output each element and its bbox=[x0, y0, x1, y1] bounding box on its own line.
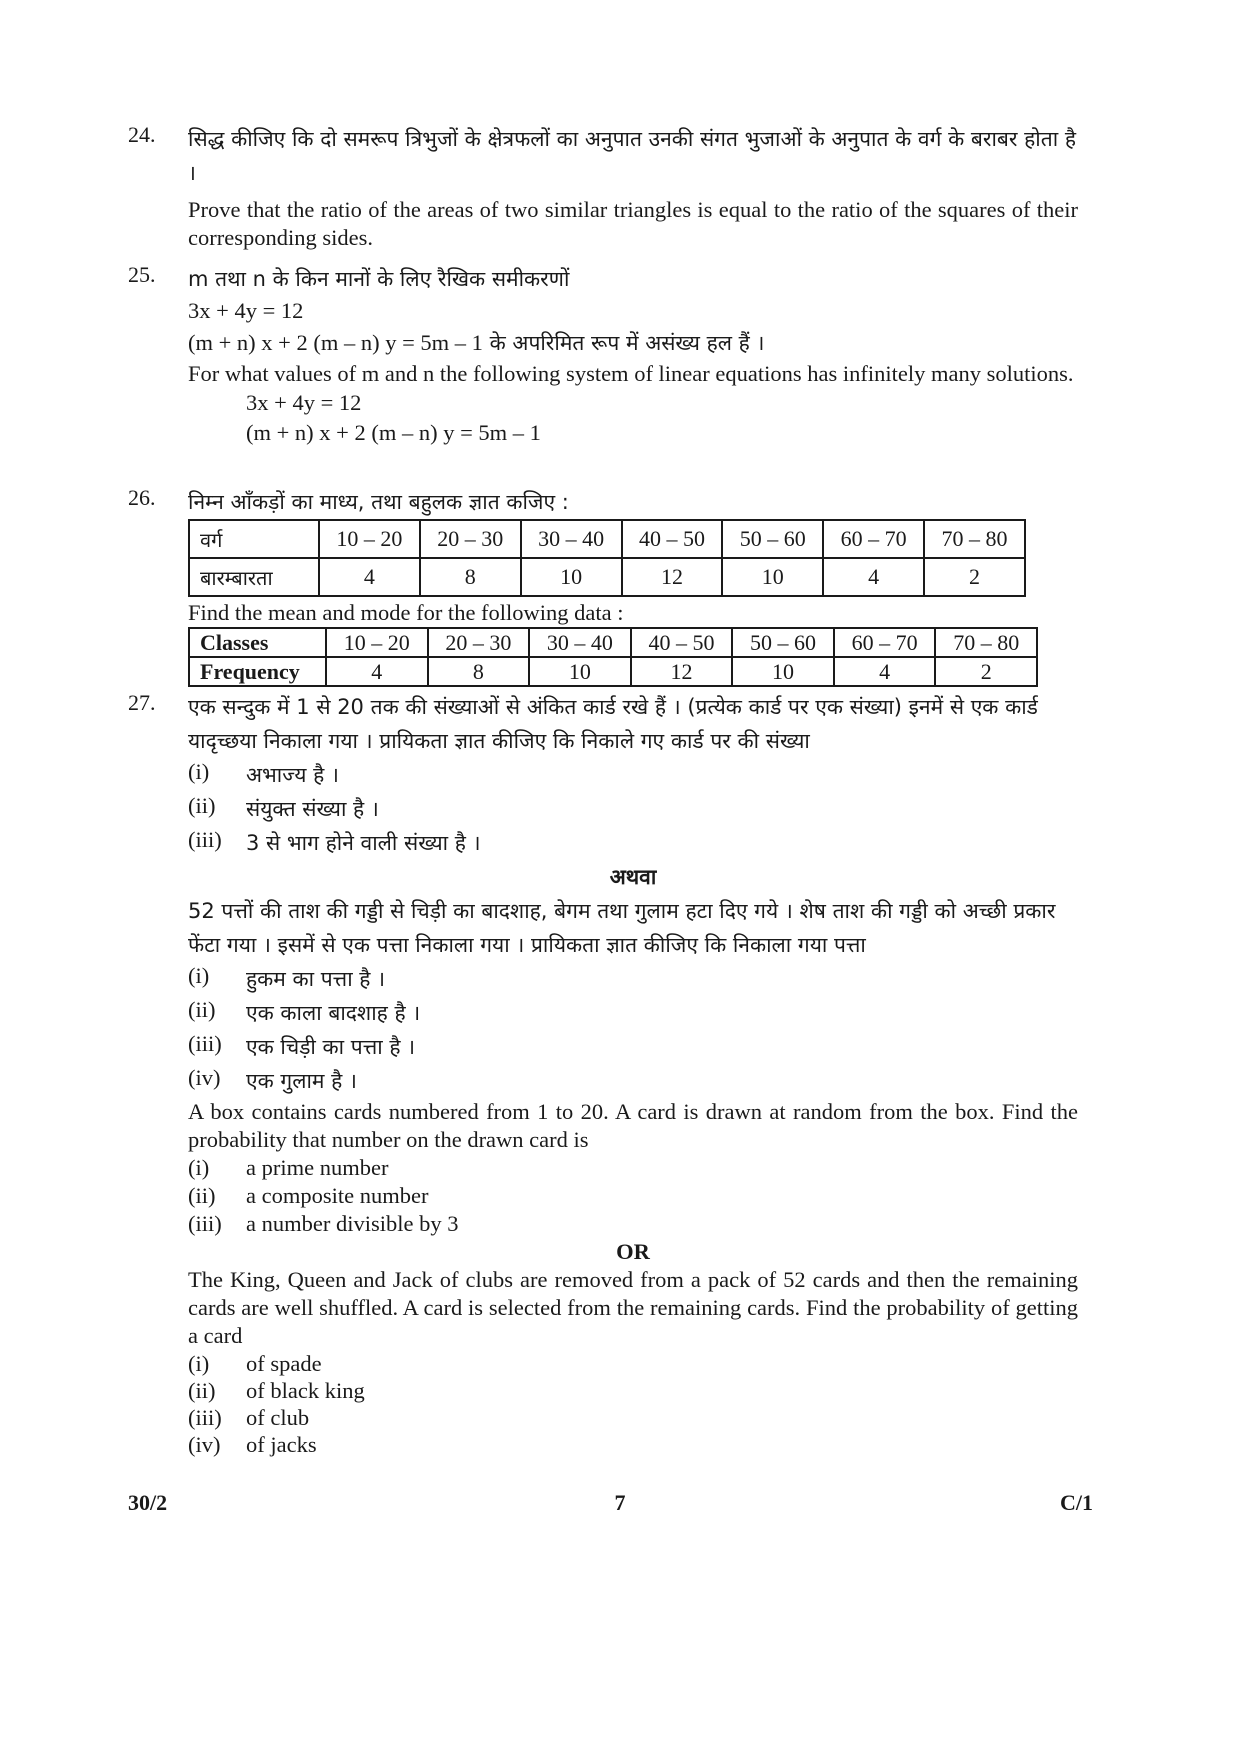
table-cell: 10 bbox=[521, 558, 622, 596]
list-item bbox=[188, 1154, 1078, 1182]
question-26 bbox=[128, 485, 1078, 687]
equation: (m + n) x + 2 (m – n) y = 5m – 1 bbox=[188, 330, 483, 355]
item-number: (ii) bbox=[188, 1183, 216, 1208]
table-cell: 10 – 20 bbox=[319, 520, 420, 558]
list-item bbox=[188, 1377, 1078, 1404]
question-text-hindi: एक सन्दुक में 1 से 20 तक की संख्याओं से अंकित कार्ड रखे हैं । (प्रत्येक कार्ड पर एक संख्या) इनमें से एक कार्ड यादृच्छया निकाला गया । प्रायिकता ज्ञात कीजिए कि निकाले गए कार्ड पर की संख्या bbox=[188, 695, 1038, 753]
item-number: (iii) bbox=[188, 827, 222, 852]
item-number: (i) bbox=[188, 1155, 210, 1180]
item-number: (i) bbox=[188, 1351, 210, 1376]
item-text: हुकम का पत्ता है । bbox=[246, 967, 386, 991]
footer-code: 30/2 bbox=[128, 1490, 168, 1515]
or-separator-english: OR bbox=[616, 1239, 650, 1264]
item-number: (i) bbox=[188, 759, 210, 784]
footer-set: C/1 bbox=[1060, 1490, 1093, 1515]
item-text: of club bbox=[246, 1405, 310, 1430]
equation: (m + n) x + 2 (m – n) y = 5m – 1 bbox=[246, 420, 541, 445]
item-text: एक काला बादशाह है । bbox=[246, 1001, 421, 1025]
question-text-english: The King, Queen and Jack of clubs are removed from a pack of 52 cards and then the remaining cards are well shuffled. A card is selected from the remaining cards. Find the probability of getting a card bbox=[188, 1267, 1078, 1348]
item-number: (ii) bbox=[188, 997, 216, 1022]
question-text-english: For what values of m and n the following system of linear equations has infinitely many solutions. bbox=[188, 361, 1074, 386]
question-text-hindi: m तथा n के किन मानों के लिए रैखिक समीकरणों bbox=[188, 267, 570, 291]
table-cell: 4 bbox=[823, 558, 924, 596]
table-cell: 4 bbox=[834, 657, 936, 686]
item-text: a composite number bbox=[246, 1183, 429, 1208]
question-25 bbox=[128, 262, 1078, 448]
question-text-english: Find the mean and mode for the following data : bbox=[188, 600, 624, 625]
list-item bbox=[188, 1404, 1078, 1431]
table-cell: 12 bbox=[622, 558, 723, 596]
table-cell: 20 – 30 bbox=[420, 520, 521, 558]
table-cell: 2 bbox=[935, 657, 1037, 686]
table-cell: 10 bbox=[732, 657, 834, 686]
table-cell: 50 – 60 bbox=[722, 520, 823, 558]
item-number: (iii) bbox=[188, 1211, 222, 1236]
item-text: of spade bbox=[246, 1351, 322, 1376]
list-item bbox=[188, 1030, 1078, 1064]
question-text-english: Prove that the ratio of the areas of two similar triangles is equal to the ratio of the squares of their corresponding sides. bbox=[188, 197, 1078, 250]
table-header: Classes bbox=[189, 628, 326, 657]
question-24 bbox=[128, 122, 1078, 252]
item-text: एक चिड़ी का पत्ता है । bbox=[246, 1035, 416, 1059]
list-item bbox=[188, 1182, 1078, 1210]
table-cell: 60 – 70 bbox=[834, 628, 936, 657]
page-number: 7 bbox=[614, 1490, 626, 1515]
table-cell: 2 bbox=[924, 558, 1025, 596]
equation-with-text bbox=[188, 326, 1078, 360]
question-number: 24. bbox=[128, 122, 156, 147]
table-header: Frequency bbox=[189, 657, 326, 686]
list-item bbox=[188, 1350, 1078, 1377]
item-text: 3 से भाग होने वाली संख्या है । bbox=[246, 831, 481, 855]
question-number: 27. bbox=[128, 690, 156, 715]
table-cell: 12 bbox=[631, 657, 733, 686]
item-number: (iii) bbox=[188, 1405, 222, 1430]
list-item bbox=[188, 1210, 1078, 1238]
item-text: a number divisible by 3 bbox=[246, 1211, 459, 1236]
table-cell: 40 – 50 bbox=[631, 628, 733, 657]
list-item bbox=[188, 758, 1078, 792]
table-cell: 10 bbox=[529, 657, 631, 686]
item-number: (iv) bbox=[188, 1432, 221, 1457]
table-cell: 70 – 80 bbox=[924, 520, 1025, 558]
table-cell: 30 – 40 bbox=[529, 628, 631, 657]
table-header: बारम्बारता bbox=[189, 558, 319, 596]
table-cell: 70 – 80 bbox=[935, 628, 1037, 657]
item-text: अभाज्य है । bbox=[246, 763, 339, 787]
data-table-hindi bbox=[188, 519, 1026, 597]
item-text: a prime number bbox=[246, 1155, 389, 1180]
table-cell: 60 – 70 bbox=[823, 520, 924, 558]
table-header: वर्ग bbox=[189, 520, 319, 558]
question-text-hindi: 52 पत्तों की ताश की गड्डी से चिड़ी का बादशाह, बेगम तथा गुलाम हटा दिए गये । शेष ताश की गड्डी को अच्छी प्रकार फेंटा गया । इसमें से एक पत्ता निकाला गया । प्रायिकता ज्ञात कीजिए कि निकाला गया पत्ता bbox=[188, 899, 1056, 957]
question-number: 25. bbox=[128, 262, 156, 287]
table-row bbox=[189, 628, 1037, 657]
list-item bbox=[188, 996, 1078, 1030]
question-text-hindi: सिद्ध कीजिए कि दो समरूप त्रिभुजों के क्षेत्रफलों का अनुपात उनकी संगत भुजाओं के अनुपात के वर्ग के बराबर होता है । bbox=[188, 127, 1076, 185]
question-text-hindi: के अपरिमित रूप में असंख्य हल हैं । bbox=[482, 331, 765, 355]
table-cell: 4 bbox=[326, 657, 428, 686]
equation: 3x + 4y = 12 bbox=[246, 390, 362, 415]
table-cell: 40 – 50 bbox=[622, 520, 723, 558]
item-number: (i) bbox=[188, 963, 210, 988]
item-text: एक गुलाम है । bbox=[246, 1069, 357, 1093]
item-number: (iv) bbox=[188, 1065, 221, 1090]
table-cell: 4 bbox=[319, 558, 420, 596]
list-item bbox=[188, 1064, 1078, 1098]
item-text: संयुक्त संख्या है । bbox=[246, 797, 379, 821]
table-cell: 50 – 60 bbox=[732, 628, 834, 657]
list-item bbox=[188, 1431, 1078, 1458]
item-number: (ii) bbox=[188, 793, 216, 818]
list-item bbox=[188, 826, 1078, 860]
question-text-english: A box contains cards numbered from 1 to 20. A card is drawn at random from the box. Find the probability that number on the drawn card is bbox=[188, 1099, 1078, 1152]
table-cell: 8 bbox=[420, 558, 521, 596]
question-number: 26. bbox=[128, 485, 156, 510]
table-cell: 20 – 30 bbox=[428, 628, 530, 657]
table-row bbox=[189, 520, 1025, 558]
item-text: of jacks bbox=[246, 1432, 317, 1457]
question-text-hindi: निम्न आँकड़ों का माध्य, तथा बहुलक ज्ञात कजिए : bbox=[188, 490, 569, 514]
table-cell: 10 – 20 bbox=[326, 628, 428, 657]
item-number: (ii) bbox=[188, 1378, 216, 1403]
item-text: of black king bbox=[246, 1378, 365, 1403]
or-separator-hindi: अथवा bbox=[609, 865, 657, 889]
list-item bbox=[188, 792, 1078, 826]
table-cell: 30 – 40 bbox=[521, 520, 622, 558]
table-row bbox=[189, 558, 1025, 596]
list-item bbox=[188, 962, 1078, 996]
table-cell: 8 bbox=[428, 657, 530, 686]
question-27 bbox=[128, 690, 1078, 1458]
item-number: (iii) bbox=[188, 1031, 222, 1056]
data-table-english bbox=[188, 627, 1038, 687]
table-cell: 10 bbox=[722, 558, 823, 596]
equation: 3x + 4y = 12 bbox=[188, 298, 304, 323]
table-row bbox=[189, 657, 1037, 686]
